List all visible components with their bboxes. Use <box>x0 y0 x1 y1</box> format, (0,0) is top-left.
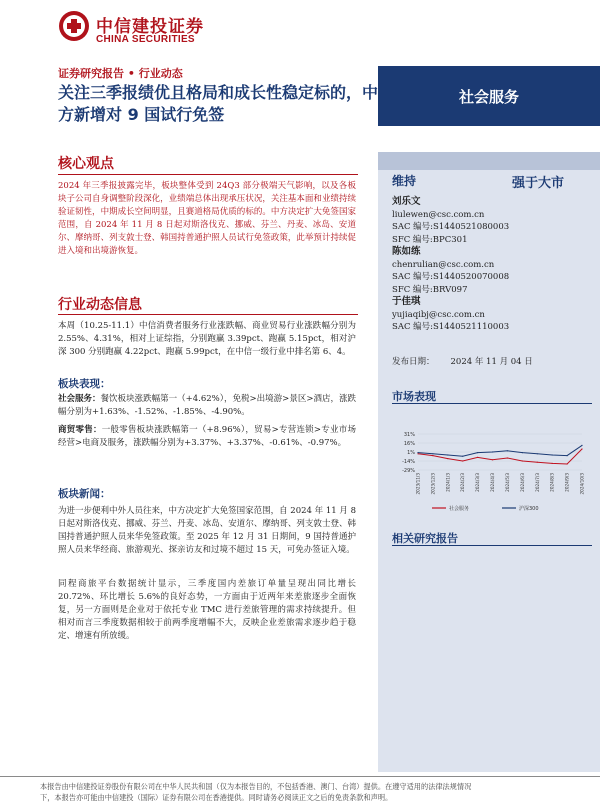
analyst-sac: SAC 编号:S1440521110003 <box>392 322 510 332</box>
y-tick-label: -14% <box>402 459 415 465</box>
rating-label: 维持 <box>392 174 417 188</box>
data-point <box>417 452 418 453</box>
data-point <box>507 457 508 458</box>
data-point <box>447 454 448 455</box>
data-point <box>522 460 523 461</box>
data-point <box>447 458 448 459</box>
data-point <box>507 450 508 451</box>
industry-rule <box>58 314 358 315</box>
x-tick-label: 2024/2/3 <box>460 473 466 492</box>
data-point <box>492 459 493 460</box>
logo-text-en: CHINA SECURITIES <box>96 34 195 45</box>
x-tick-label: 2024/7/3 <box>534 473 540 492</box>
data-point <box>432 455 433 456</box>
data-point <box>552 463 553 464</box>
performance-heading: 板块表现： <box>58 378 111 390</box>
report-type: 证券研究报告 • 行业动态 <box>58 67 183 80</box>
analyst-sfc: SFC 编号:BPC301 <box>392 234 468 245</box>
y-tick-label: -29% <box>402 468 415 474</box>
footer-rule <box>0 776 600 777</box>
legend-label: 社会服务 <box>449 506 470 512</box>
data-point <box>537 462 538 463</box>
analyst-sfc: SFC 编号:BRV097 <box>392 284 468 295</box>
x-tick-label: 2023/11/3 <box>415 473 421 495</box>
industry-heading: 行业动态信息 <box>58 297 142 313</box>
rating-row <box>392 172 592 190</box>
analyst-block <box>392 246 592 296</box>
core-view-heading: 核心观点 <box>58 156 114 172</box>
x-tick-label: 2024/10/3 <box>579 473 585 495</box>
retail-paragraph <box>58 424 356 450</box>
publish-date <box>392 355 549 367</box>
data-point <box>581 448 582 449</box>
analyst-list <box>392 196 592 334</box>
publish-date-label: 发布日期： <box>392 357 435 367</box>
retail-text: 一般零售板块涨跌幅第一（+8.96%），贸易>专营连锁>专业市场经营>电商及服务，涨跌幅分别为+3.37%、+3.37%、-0.61%、-0.97%。 <box>58 425 356 448</box>
report-title: 关注三季报绩优且格局和成长性稳定标的，中方新增对 9 国试行免签 <box>58 83 379 124</box>
data-point <box>566 463 567 464</box>
market-performance-title: 市场表现 <box>392 390 436 403</box>
sidebar-top-strip <box>378 152 600 170</box>
data-point <box>537 453 538 454</box>
x-tick-label: 2024/4/3 <box>490 473 496 492</box>
core-view-text: 2024 年三季报披露完毕，板块整体受到 24Q3 部分极端天气影响，以及各板块子公司自身调整阶段深化，业绩端总体出现承压状况，关注基本面和业绩持续验证韧性，中期成长空间明显，且赛道格局优质的标的。中方决定扩大免签国家范围，自 2024 年 11 月 8 日起对斯洛伐克、挪威、芬兰、丹麦、冰岛、安道尔、摩纳哥、列支敦士登、韩国持普通护照人员试行免签政策，此举预计持续促进入境和出境游恢复。 <box>58 181 356 256</box>
analyst-block <box>392 196 592 246</box>
data-point <box>417 453 418 454</box>
data-point <box>477 457 478 458</box>
analyst-name: 于佳琪 <box>392 296 421 307</box>
footer-line-2: 下，本报告亦可能由中信建投（国际）证券有限公司在香港提供。同时请务必阅读正文之后的免责条款和声明。 <box>40 793 393 802</box>
x-tick-label: 2024/3/3 <box>475 473 481 492</box>
rating-value: 强于大市 <box>511 176 564 191</box>
x-tick-label: 2024/1/3 <box>445 473 451 492</box>
logo-text-cn: 中信建投证券 <box>96 17 204 37</box>
social-services-paragraph <box>58 393 356 419</box>
y-tick-label: 31% <box>403 432 415 438</box>
sector-banner: 社会服务 <box>378 66 600 126</box>
related-title-rule <box>392 545 592 546</box>
logo-mark-icon <box>58 10 90 42</box>
analyst-email[interactable]: chenrulian@csc.com.cn <box>392 259 495 270</box>
x-tick-label: 2024/9/3 <box>564 473 570 492</box>
data-point <box>462 456 463 457</box>
news-heading: 板块新闻： <box>58 488 111 500</box>
analyst-sac: SAC 编号:S1440521080003 <box>392 222 510 232</box>
y-tick-label: 16% <box>403 441 415 447</box>
footer-line-1: 本报告由中信建投证券股份有限公司在中华人民共和国（仅为本报告目的，不包括香港、澳门、台湾）提供。在遵守适用的法律法规情况 <box>40 782 472 791</box>
news-paragraph-1: 为进一步便利中外人员往来，中方决定扩大免签国家范围，自 2024 年 11 月 8 日起对斯洛伐克、挪威、芬兰、丹麦、冰岛、安道尔、摩纳哥、列支敦士登、韩国持普通护照人员来华免签政策。至 2025 年 12 月 31 日期间，9 国持普通护照人员来华经商、旅游观光、探亲访友和过境不超过 15 天，可免办签证入境。 <box>58 506 356 555</box>
data-point <box>581 445 582 446</box>
data-point <box>477 452 478 453</box>
y-tick-label: 1% <box>407 450 415 456</box>
social-services-label: 社会服务： <box>58 394 101 404</box>
analyst-name: 陈如练 <box>392 246 421 257</box>
data-point <box>522 452 523 453</box>
publish-date-value: 2024 年 11 月 04 日 <box>450 357 533 367</box>
x-tick-label: 2023/12/3 <box>430 473 436 495</box>
data-point <box>492 451 493 452</box>
core-view-rule <box>58 174 358 175</box>
market-performance-chart <box>392 430 598 528</box>
series-line <box>418 445 582 456</box>
industry-intro: 本周（10.25-11.1）中信消费者服务行业涨跌幅、商业贸易行业涨跌幅分别为 2.55%、4.31%，相对上证综指，分别跑赢 3.39pct、跑赢 5.15pct，相对沪深 300 分别跑赢 4.22pct、跑赢 5.99pct，在中信一级行业中排名第 6、4。 <box>58 321 356 357</box>
news-paragraph-2: 同程商旅平台数据统计显示，三季度国内差旅订单量呈现出同比增长 20.72%、环比增长 5.6%的良好态势，一方面由于近两年来差旅逐步全面恢复，另一方面则是企业对于依托专业 TMC 进行差旅管理的需求持续提升。但相对而言三季度数据相较于前两季度增幅不大，反映企业差旅需求逐步趋于稳定、增速有所放缓。 <box>58 579 356 641</box>
related-reports-title: 相关研究报告 <box>392 532 458 545</box>
x-tick-label: 2024/5/3 <box>504 473 510 492</box>
x-tick-label: 2024/6/3 <box>519 473 525 492</box>
data-point <box>566 455 567 456</box>
data-point <box>462 460 463 461</box>
x-tick-label: 2024/8/3 <box>549 473 555 492</box>
market-title-rule <box>392 403 592 404</box>
legend-label: 沪深300 <box>519 506 539 512</box>
analyst-email[interactable]: liulewen@csc.com.cn <box>392 209 485 220</box>
data-point <box>552 454 553 455</box>
social-services-text: 餐饮板块涨跌幅第一（+4.62%），免税>出境游>景区>酒店，涨跌幅分别为+1.63%、-1.52%、-1.85%、-4.90%。 <box>58 394 356 417</box>
data-point <box>432 453 433 454</box>
analyst-block <box>392 296 592 334</box>
company-logo <box>58 10 218 50</box>
analyst-sac: SAC 编号:S1440520070008 <box>392 272 510 282</box>
analyst-name: 刘乐文 <box>392 196 421 207</box>
retail-label: 商贸零售： <box>58 425 102 435</box>
analyst-email[interactable]: yujiaqibj@csc.com.cn <box>392 309 485 320</box>
